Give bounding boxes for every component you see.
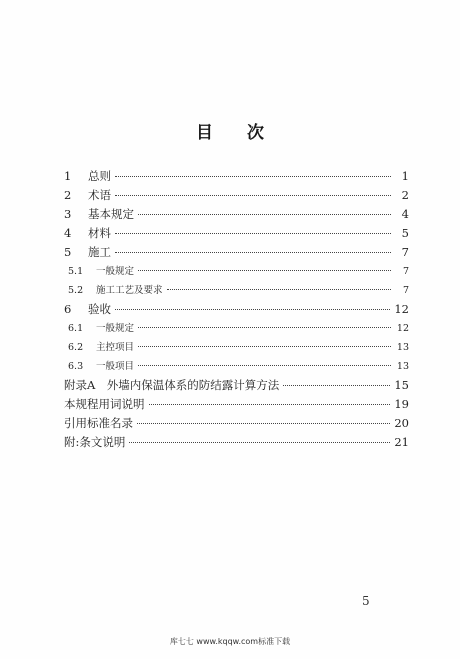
toc-subentry[interactable]	[64, 339, 409, 358]
toc-entry-label: 验收	[88, 302, 111, 316]
toc-entry-number: 3	[64, 207, 72, 221]
toc-entry-label: 一般项目	[96, 361, 135, 372]
toc-entry-page: 1	[401, 169, 409, 183]
toc-entry-page: 7	[402, 285, 409, 296]
toc-leader-dots	[283, 384, 390, 386]
toc-entry-label: 施工	[88, 245, 111, 259]
toc-entry-label: 主控项目	[96, 342, 135, 353]
toc-leader-dots	[167, 288, 391, 290]
toc-entry-number: 6.2	[68, 342, 84, 353]
toc-entry-page: 7	[402, 266, 409, 277]
toc-appendix-entry[interactable]	[64, 396, 409, 415]
toc-entry-label: 附:条文说明	[64, 435, 126, 449]
toc-leader-dots	[129, 441, 390, 443]
toc-entry-label: 基本规定	[88, 207, 134, 221]
toc-entry-label: 引用标准名录	[64, 416, 133, 430]
toc-entry-label: 施工工艺及要求	[96, 285, 163, 296]
toc-entry-page: 12	[396, 323, 409, 334]
toc-subentry[interactable]	[64, 358, 409, 377]
toc-entry[interactable]	[64, 206, 409, 225]
toc-entry[interactable]	[64, 187, 409, 206]
toc-entry-label: 一般规定	[96, 323, 135, 334]
toc-appendix-entry[interactable]	[64, 415, 409, 434]
toc-entry[interactable]	[64, 225, 409, 244]
toc-subentry[interactable]	[64, 320, 409, 339]
toc-leader-dots	[115, 251, 391, 253]
page-title: 目 次	[196, 123, 278, 143]
toc-leader-dots	[149, 403, 391, 405]
toc-entry-label: 附录A 外墙内保温体系的防结露计算方法	[64, 378, 280, 392]
toc-leader-dots	[138, 345, 391, 347]
toc-leader-dots	[137, 422, 390, 424]
toc-leader-dots	[138, 269, 391, 271]
footer-watermark: 库七七 www.kqqw.com标准下载	[169, 637, 291, 646]
toc-appendix-entry[interactable]	[64, 434, 409, 453]
toc-entry[interactable]	[64, 301, 409, 320]
toc-entry[interactable]	[64, 244, 409, 263]
toc-entry-page: 13	[396, 342, 409, 353]
page-number: 5	[362, 594, 370, 608]
toc-entry-number: 6	[64, 302, 72, 316]
toc-entry-label: 一般规定	[96, 266, 135, 277]
toc-leader-dots	[115, 308, 390, 310]
toc-entry-page: 20	[394, 416, 409, 430]
toc-entry-label: 术语	[88, 188, 111, 202]
toc-entry-page: 5	[401, 226, 409, 240]
toc-entry-page: 7	[401, 245, 409, 259]
toc-entry-page: 4	[401, 207, 409, 221]
toc-entry-label: 总则	[88, 169, 111, 183]
toc-entry-page: 19	[394, 397, 409, 411]
toc-entry-number: 2	[64, 188, 72, 202]
toc-leader-dots	[138, 213, 391, 215]
toc-leader-dots	[138, 326, 391, 328]
toc-entry-page: 21	[394, 435, 409, 449]
toc-entry-number: 5	[64, 245, 72, 259]
toc-entry-page: 15	[394, 378, 409, 392]
toc-entry-page: 12	[394, 302, 409, 316]
toc-entry-number: 1	[64, 169, 72, 183]
toc-entry-page: 2	[401, 188, 409, 202]
toc-entry-label: 本规程用词说明	[64, 397, 145, 411]
toc-entry-number: 6.3	[68, 361, 84, 372]
toc-entry-number: 5.2	[68, 285, 84, 296]
table-of-contents	[64, 168, 409, 453]
toc-leader-dots	[138, 364, 391, 366]
toc-entry-label: 材料	[88, 226, 111, 240]
toc-entry-number: 6.1	[68, 323, 84, 334]
toc-entry[interactable]	[64, 168, 409, 187]
toc-subentry[interactable]	[64, 282, 409, 301]
toc-entry-number: 5.1	[68, 266, 84, 277]
toc-entry-page: 13	[396, 361, 409, 372]
toc-leader-dots	[115, 194, 391, 196]
toc-entry-number: 4	[64, 226, 72, 240]
toc-subentry[interactable]	[64, 263, 409, 282]
toc-leader-dots	[115, 175, 391, 177]
toc-appendix-entry[interactable]	[64, 377, 409, 396]
toc-leader-dots	[115, 232, 391, 234]
